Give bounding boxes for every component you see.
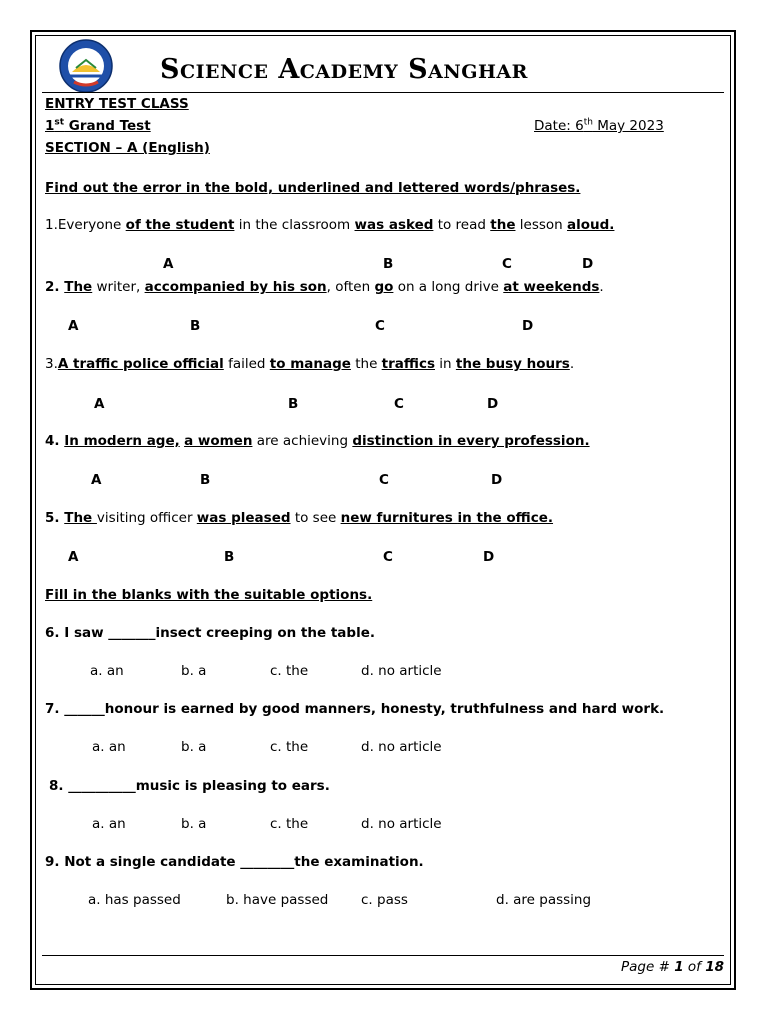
- q7-option-a: a. an: [92, 739, 126, 755]
- q3-letter-b: B: [288, 396, 299, 412]
- q2-letter-c: C: [375, 318, 385, 334]
- q9-option-d: d. are passing: [496, 892, 592, 908]
- question-8: 8. __________music is pleasing to ears.: [49, 778, 330, 794]
- q8-option-c: c. the: [270, 816, 309, 832]
- q7-option-d: d. no article: [361, 739, 442, 755]
- q6-option-b: b. a: [181, 663, 207, 679]
- q9-option-b: b. have passed: [226, 892, 329, 908]
- q4-letter-b: B: [200, 472, 211, 488]
- q6-option-a: a. an: [90, 663, 124, 679]
- q2-letter-a: A: [68, 318, 79, 334]
- q3-letter-d: D: [487, 396, 499, 412]
- q4-letter-c: C: [379, 472, 389, 488]
- question-7: 7. ______honour is earned by good manners, honesty, truthfulness and hard work.: [45, 701, 665, 717]
- q9-option-c: c. pass: [361, 892, 408, 908]
- q9-option-a: a. has passed: [88, 892, 181, 908]
- q8-option-b: b. a: [181, 816, 207, 832]
- q2-letter-d: D: [522, 318, 534, 334]
- question-1: 1.Everyone of the student in the classroom was asked to read the lesson aloud.: [45, 217, 615, 233]
- q5-letter-c: C: [383, 549, 393, 565]
- q7-option-c: c. the: [270, 739, 309, 755]
- q5-letter-b: B: [224, 549, 235, 565]
- q4-letter-d: D: [491, 472, 503, 488]
- q1-letter-a: A: [163, 256, 174, 272]
- question-4: 4. In modern age, a women are achieving distinction in every profession.: [45, 433, 590, 449]
- q7-option-b: b. a: [181, 739, 207, 755]
- footer-divider: [42, 955, 724, 956]
- question-6: 6. I saw _______insect creeping on the table.: [45, 625, 375, 641]
- test-label: 1st Grand Test: [45, 117, 151, 134]
- q5-letter-d: D: [483, 549, 495, 565]
- question-3: 3.A traffic police official failed to manage the traffics in the busy hours.: [45, 356, 575, 372]
- q3-letter-c: C: [394, 396, 404, 412]
- question-9: 9. Not a single candidate ________the examination.: [45, 854, 424, 870]
- page-number: Page # 1 of 18: [621, 959, 724, 975]
- academy-logo: [58, 38, 114, 94]
- q5-letter-a: A: [68, 549, 79, 565]
- fill-section-heading: Fill in the blanks with the suitable options.: [45, 587, 373, 603]
- section-label: SECTION – A (English): [45, 140, 210, 156]
- q1-letter-c: C: [502, 256, 512, 272]
- q6-option-c: c. the: [270, 663, 309, 679]
- date-label: Date: 6th May 2023: [534, 117, 664, 134]
- question-5: 5. The visiting officer was pleased to see new furnitures in the office.: [45, 510, 554, 526]
- q1-letter-b: B: [383, 256, 394, 272]
- class-label: ENTRY TEST CLASS: [45, 96, 189, 112]
- q4-letter-a: A: [91, 472, 102, 488]
- q2-letter-b: B: [190, 318, 201, 334]
- q8-option-a: a. an: [92, 816, 126, 832]
- error-section-heading: Find out the error in the bold, underlined and lettered words/phrases.: [45, 180, 581, 196]
- page-title: Science Academy Sanghar: [160, 54, 528, 85]
- question-2: 2. The writer, accompanied by his son, often go on a long drive at weekends.: [45, 279, 604, 295]
- q6-option-d: d. no article: [361, 663, 442, 679]
- title-divider: [42, 92, 724, 93]
- q8-option-d: d. no article: [361, 816, 442, 832]
- q1-letter-d: D: [582, 256, 594, 272]
- q3-letter-a: A: [94, 396, 105, 412]
